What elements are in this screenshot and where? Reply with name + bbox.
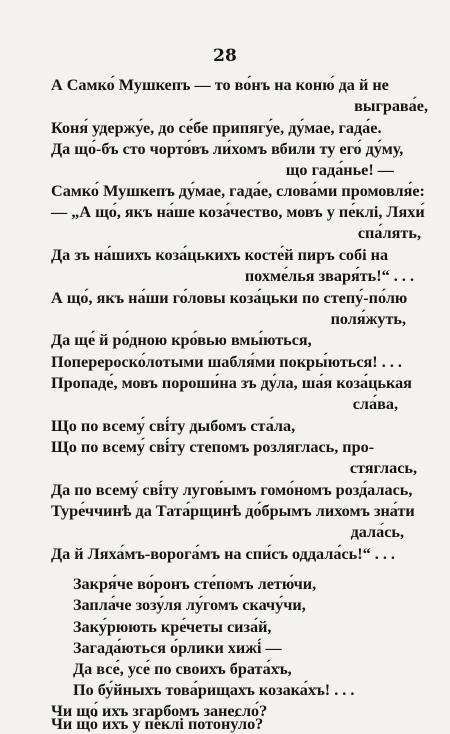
poem-line: Да ще́ й ро́дною кро́вью вмы́ються, xyxy=(51,331,312,349)
poem-line: поля́жуть, xyxy=(330,310,406,328)
poem-line: що гада́нье! — xyxy=(285,161,394,179)
poem-line: А що́, якъ на́ши го́ловы коза́цьки по степу́-по́лю xyxy=(51,289,408,307)
poem-line: Пропаде́, мовъ пороши́на зъ ду́ла, ша́я коза́цькая xyxy=(51,374,412,392)
poem-line: А Самко́ Мушкепъ — то во́нъ на коню́ да й не xyxy=(51,76,389,94)
poem-line: Да по всему́ сві́ту лугов́ымъ гомо́номъ розд́алась, xyxy=(51,481,413,499)
poem-line: Туре́ччинѣ да Тата́рщинѣ до́брымъ лихомъ зна́ти xyxy=(51,502,415,520)
poem-line: Загада́ються о́рлики хижі́ — xyxy=(73,639,282,657)
poem-line: Да що́-бъ сто чорто́въ ли́хомъ вбили ту его́ ду́му, xyxy=(51,140,404,158)
poem-line: Да зъ на́шихъ коза́цькихъ косте́й пиръ собі на xyxy=(51,246,389,264)
poem-line: Що по всему́ сві́ту степомъ розляглась, про- xyxy=(51,438,375,456)
poem-line: стяглась, xyxy=(349,459,417,477)
poem-line: Поперероско́лотыми шабля́ми покры́ються! . . . xyxy=(51,353,402,371)
poem-line: спа́лять, xyxy=(357,224,421,242)
page-number: 28 xyxy=(213,46,237,66)
poem-line: похме́лья зваря́ть!“ . . . xyxy=(244,267,414,285)
poem-line: Заку́рюють кре́четы сиза́й, xyxy=(73,618,272,636)
poem-line: Що по всему́ сві́ту дыбомъ ста́ла, xyxy=(51,417,296,435)
poem-line: Запла́че зозу́ля лу́гомъ скачу́чи, xyxy=(73,596,306,614)
poem-line: Самко́ Мушкепъ ду́мае, гада́е, слова́ми промовля́е: xyxy=(51,182,425,200)
poem-line: Чи що́ ихъ у пе́клі потону́ло? xyxy=(51,715,264,733)
poem-line: Да й Ляха́мъ-ворога́мъ на спи́съ оддала́сь!“ . . . xyxy=(51,545,395,563)
poem-line: — „А що́, якъ на́ше коза́чество, мовъ у пе́клі, Ляхи́ xyxy=(51,203,425,221)
poem-line: Чи що́ ихъ згарбомъ занесло́? xyxy=(51,702,268,720)
poem-line: По бу́йныхъ това́рищахъ козака́хъ! . . . xyxy=(73,681,355,699)
poem-line: Коня́ удержу́е, до се́бе припягу́е, ду́мае, гада́е. xyxy=(51,119,382,137)
poem-line: сла́ва, xyxy=(352,395,398,413)
poem-line: выграва́е, xyxy=(354,97,428,115)
poem-line: Закря́че во́ронъ сте́помъ летю́чи, xyxy=(73,575,317,593)
poem-line: Да все́, усе́ по своихъ брата́хъ, xyxy=(73,660,292,678)
poem-line: дала́сь, xyxy=(350,523,404,541)
